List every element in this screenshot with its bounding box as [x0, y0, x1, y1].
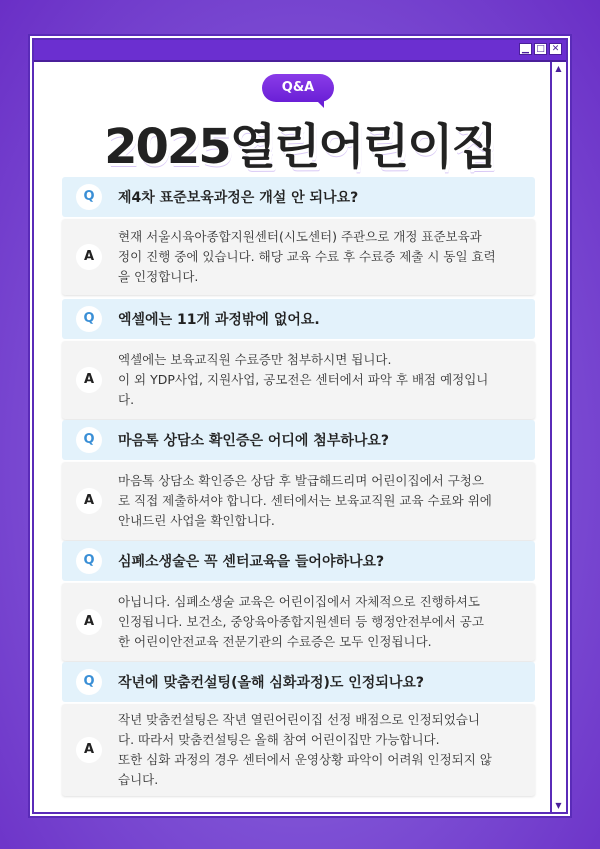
- answer-line: 다. 따라서 맞춤컨설팅은 올해 참여 어린이집만 가능합니다.: [118, 732, 440, 747]
- answer-marker: A: [76, 488, 102, 514]
- answer-text: [118, 702, 504, 798]
- answer-marker: A: [76, 244, 102, 270]
- answer-row: [62, 462, 535, 540]
- answer-line: 현재 서울시육아종합지원센터(시도센터) 주관으로 개정 표준보육과: [118, 229, 482, 244]
- maximize-icon[interactable]: □: [534, 43, 547, 55]
- answer-marker: A: [76, 367, 102, 393]
- question-text: 제4차 표준보육과정은 개설 안 되나요?: [118, 190, 359, 206]
- answer-line: 아닙니다. 심폐소생술 교육은 어린이집에서 자체적으로 진행하셔도: [118, 594, 480, 609]
- answer-row: [62, 704, 535, 796]
- window-controls: [519, 43, 562, 55]
- question-row: [62, 177, 535, 217]
- minimize-icon[interactable]: ▁: [519, 43, 532, 55]
- question-marker: Q: [76, 184, 102, 210]
- question-marker: Q: [76, 427, 102, 453]
- answer-line: 작년 맞춤컨설팅은 작년 열린어린이집 선정 배점으로 인정되었습니: [118, 712, 480, 727]
- qa-badge: Q&A: [262, 74, 334, 102]
- close-icon[interactable]: ✕: [549, 43, 562, 55]
- answer-marker: A: [76, 737, 102, 763]
- answer-line: 안내드린 사업을 확인합니다.: [118, 513, 275, 528]
- question-text: 마음톡 상담소 확인증은 어디에 첨부하나요?: [118, 433, 390, 449]
- question-text: 심폐소생술은 꼭 센터교육을 들어야하나요?: [118, 554, 385, 570]
- answer-text: [118, 342, 500, 418]
- answer-marker: A: [76, 609, 102, 635]
- question-row: [62, 420, 535, 460]
- window-titlebar: [34, 40, 566, 62]
- answer-text: [118, 463, 504, 539]
- question-marker: Q: [76, 306, 102, 332]
- answer-row: [62, 219, 535, 295]
- answer-line: 정이 진행 중에 있습니다. 해당 교육 수료 후 수료증 제출 시 동일 효력: [118, 249, 496, 264]
- question-row: [62, 299, 535, 339]
- question-marker: Q: [76, 669, 102, 695]
- answer-line: 다.: [118, 392, 135, 407]
- page-title: 2025열린어린이집: [104, 119, 496, 175]
- question-row: [62, 541, 535, 581]
- scroll-up-icon[interactable]: ▲: [555, 64, 562, 73]
- scroll-down-icon[interactable]: ▼: [555, 801, 562, 810]
- question-text: 엑셀에는 11개 과정밖에 없어요.: [118, 312, 320, 328]
- answer-line: 을 인정합니다.: [118, 269, 199, 284]
- answer-row: [62, 583, 535, 661]
- question-marker: Q: [76, 548, 102, 574]
- answer-text: [118, 584, 496, 660]
- answer-line: 마음톡 상담소 확인증은 상담 후 발급해드리며 어린이집에서 구청으: [118, 473, 484, 488]
- answer-line: 또한 심화 과정의 경우 센터에서 운영상황 파악이 어려워 인정되지 않: [118, 752, 492, 767]
- answer-row: [62, 341, 535, 419]
- answer-line: 로 직접 제출하셔야 합니다. 센터에서는 보육교직원 교육 수료와 위에: [118, 493, 492, 508]
- answer-text: [118, 219, 508, 295]
- answer-line: 한 어린이안전교육 전문기관의 수료증은 모두 인정됩니다.: [118, 634, 432, 649]
- answer-line: 인정됩니다. 보건소, 중앙육아종합지원센터 등 행정안전부에서 공고: [118, 614, 484, 629]
- answer-line: 이 외 YDP사업, 지원사업, 공모전은 센터에서 파악 후 배점 예정입니: [118, 372, 489, 387]
- answer-line: 습니다.: [118, 772, 159, 787]
- question-row: [62, 662, 535, 702]
- question-text: 작년에 맞춤컨설팅(올해 심화과정)도 인정되나요?: [118, 675, 425, 691]
- answer-line: 엑셀에는 보육교직원 수료증만 첨부하시면 됩니다.: [118, 352, 392, 367]
